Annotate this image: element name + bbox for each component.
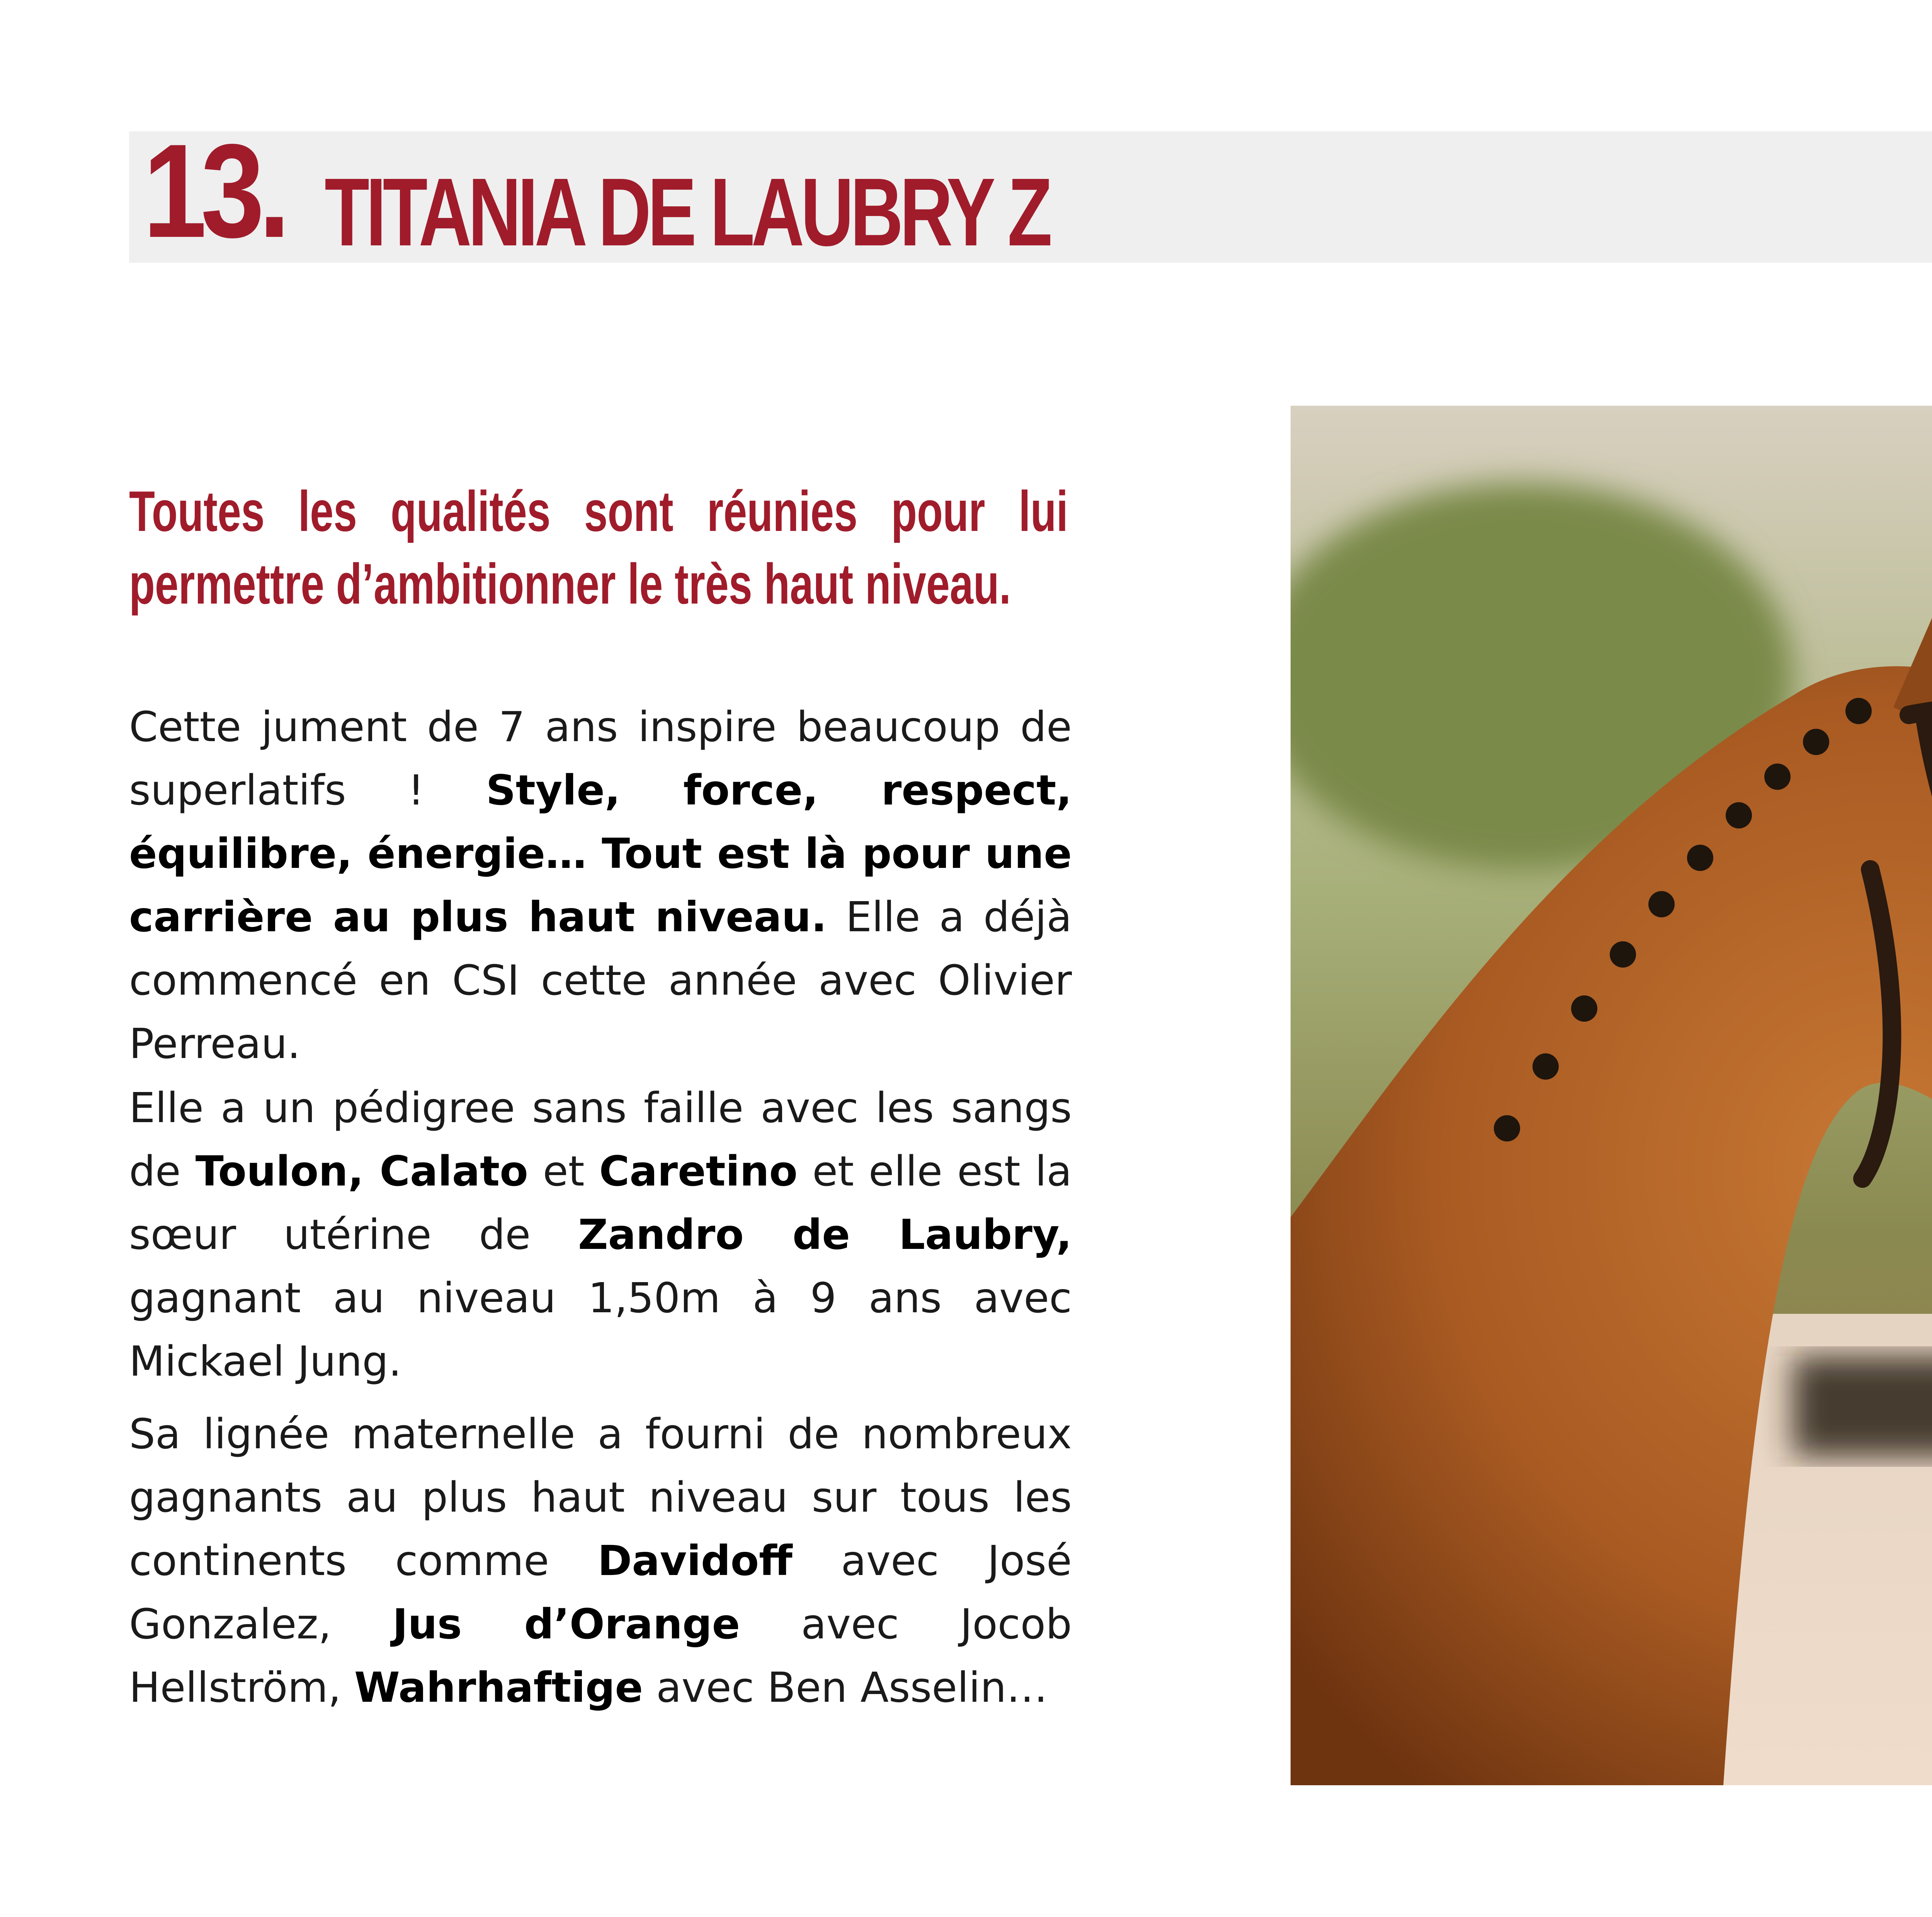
paragraph-intro [129,696,1072,1076]
text-run: Elle a un pédigree sans faille avec les sangs de [129,1084,1072,1196]
text-run: et elle est la sœur utérine de [129,1148,1072,1259]
text-run: Sa lignée maternelle a fourni de nombreux gagnants au plus haut niveau sur tous les continents comme [129,1410,1072,1585]
lead-heading [129,475,1068,621]
text-run: Cette jument de 7 ans inspire beaucoup de superlatifs ! [129,703,1072,815]
bold-run: Style, force, respect, équilibre, énergie… Tout est là pour une carrière au plus haut niveau. [129,767,1072,941]
bold-run: Toulon, Calato [195,1148,528,1196]
horse-photo [1291,406,1932,1785]
bold-run: Zandro de Laubry, [578,1211,1072,1259]
paragraph-pedigree [129,1077,1072,1393]
text-run: gagnant au niveau 1,50m à 9 ans avec Mickael Jung. [129,1274,1072,1386]
horse-head-illustration [1291,406,1932,1785]
text-run: et [528,1148,599,1196]
text-run: avec Jocob Hellström, [129,1601,1072,1712]
lot-number: 13. [143,117,285,265]
text-run: Elle a déjà commencé en CSI cette année avec Olivier Perreau. [129,893,1072,1068]
bold-run: Caretino [599,1148,798,1196]
text-run: avec Ben Asselin… [643,1664,1048,1712]
text-run: avec José Gonzalez, [129,1537,1072,1648]
bold-run: Wahrhaftige [354,1664,643,1712]
horse-name-title: TITANIA DE LAUBRY Z [325,158,1049,266]
bold-run: Davidoff [597,1537,793,1585]
lead-line-1: Toutes les qualités sont réunies pour lui [129,480,1068,543]
paragraph-lineage [129,1403,1072,1720]
lead-line-2: permettre d’ambitionner le très haut niveau. [129,552,1011,616]
bold-run: Jus d’Orange [392,1601,740,1648]
